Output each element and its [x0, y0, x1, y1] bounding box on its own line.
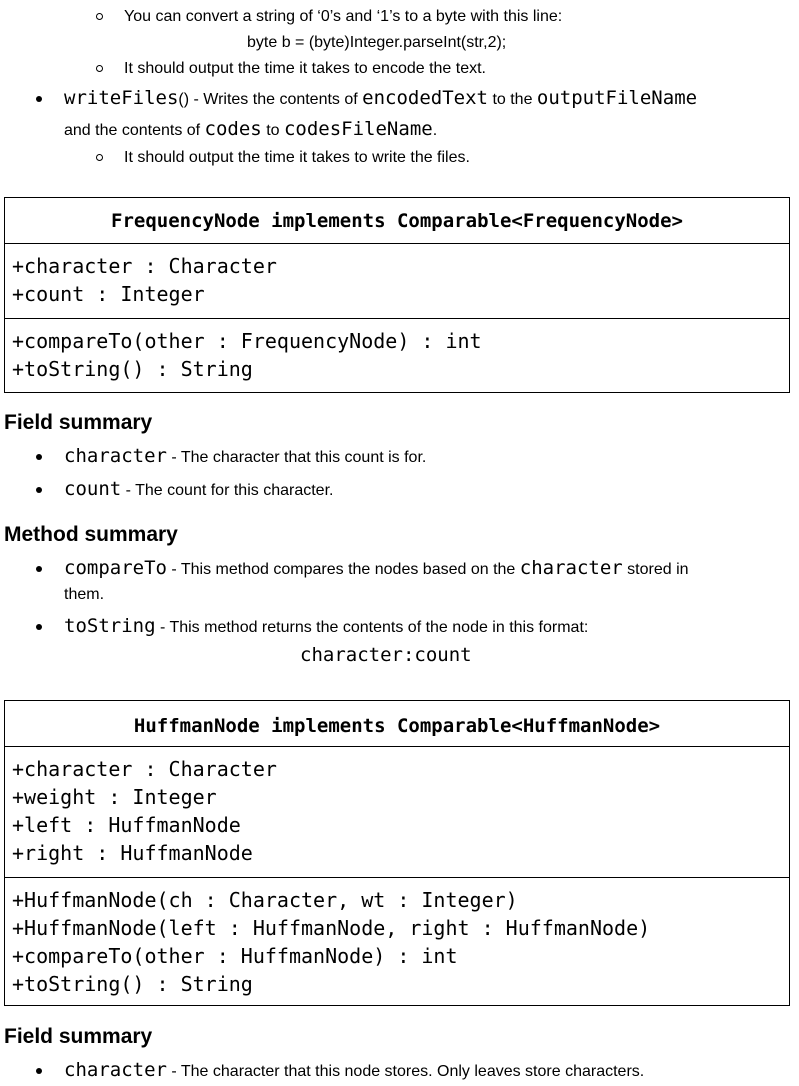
sub-bullet-icon	[96, 65, 103, 72]
huffman-field-summary-heading: Field summary	[4, 1025, 153, 1048]
convert-hint: You can convert a string of ‘0’s and ‘1’s to a byte with this line:	[124, 8, 563, 25]
field-count-item: count - The count for this character.	[64, 478, 334, 500]
sub-bullet-icon	[96, 154, 103, 161]
uml-field: +left : HuffmanNode	[12, 813, 241, 837]
frequency-node-fields	[5, 244, 789, 318]
frequency-node-class-title: FrequencyNode implements Comparable<FrequencyNode>	[5, 198, 789, 244]
to-string-item: toString - This method returns the contents of the node in this format:	[64, 615, 589, 637]
uml-field: +character : Character	[12, 254, 277, 278]
codes-file-name-field: codesFileName	[283, 118, 433, 140]
huffman-node-class-title: HuffmanNode implements Comparable<HuffmanNode>	[5, 701, 789, 747]
bullet-icon	[36, 1068, 42, 1074]
bullet-icon	[36, 487, 42, 493]
frequency-node-methods	[5, 318, 789, 383]
compare-to-item: compareTo - This method compares the nodes based on the character stored in	[64, 557, 689, 579]
frequency-node-uml-box	[4, 197, 790, 393]
huffman-field-character-item: character - The character that this node stores. Only leaves store characters.	[64, 1059, 645, 1081]
huffman-node-fields	[5, 747, 789, 877]
write-files-description: writeFiles() - Writes the contents of encodedText to the outputFileName	[64, 87, 698, 109]
bullet-icon	[36, 624, 42, 630]
uml-field: +right : HuffmanNode	[12, 841, 253, 865]
uml-field: +count : Integer	[12, 282, 205, 306]
to-string-format: character:count	[300, 644, 472, 666]
codes-field: codes	[204, 118, 262, 140]
bullet-icon	[36, 566, 42, 572]
uml-field: +weight : Integer	[12, 785, 217, 809]
uml-method: +compareTo(other : HuffmanNode) : int	[12, 944, 458, 968]
encode-time-note: It should output the time it takes to encode the text.	[124, 60, 486, 77]
bullet-icon	[36, 96, 42, 102]
write-files-method: writeFiles	[64, 87, 179, 109]
uml-method: +toString() : String	[12, 972, 253, 996]
huffman-node-uml-box	[4, 700, 790, 1006]
huffman-node-methods	[5, 877, 789, 998]
method-summary-heading: Method summary	[4, 523, 178, 546]
uml-method: +HuffmanNode(ch : Character, wt : Integer)	[12, 888, 518, 912]
field-character-item: character - The character that this count is for.	[64, 445, 427, 467]
uml-field: +character : Character	[12, 757, 277, 781]
output-file-name-field: outputFileName	[536, 87, 698, 109]
compare-to-item-cont: them.	[64, 586, 105, 603]
field-summary-heading: Field summary	[4, 411, 153, 434]
uml-method: +HuffmanNode(left : HuffmanNode, right : HuffmanNode)	[12, 916, 651, 940]
sub-bullet-icon	[96, 13, 103, 20]
uml-method: +compareTo(other : FrequencyNode) : int	[12, 329, 482, 353]
write-time-note: It should output the time it takes to write the files.	[124, 149, 470, 166]
code-line: byte b = (byte)Integer.parseInt(str,2);	[247, 34, 507, 51]
write-files-description-cont: and the contents of codes to codesFileName.	[64, 118, 438, 140]
uml-method: +toString() : String	[12, 357, 253, 381]
encoded-text-field: encodedText	[362, 87, 488, 109]
bullet-icon	[36, 454, 42, 460]
